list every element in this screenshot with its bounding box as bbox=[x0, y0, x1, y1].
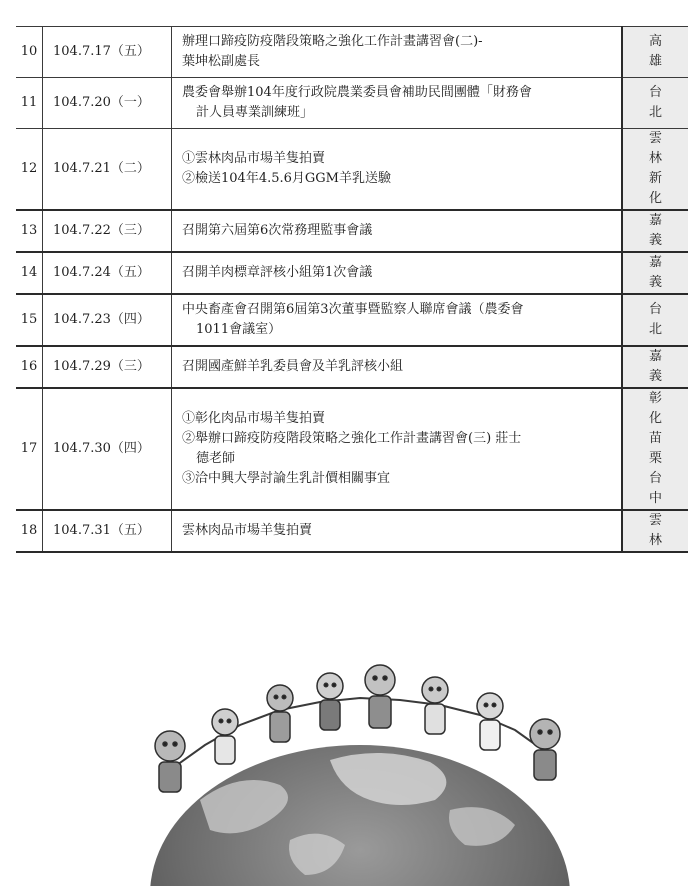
event-line: 德老師 bbox=[196, 451, 236, 466]
globe-icon bbox=[150, 745, 570, 886]
event-line: 1011會議室） bbox=[196, 322, 282, 337]
row-number: 12 bbox=[16, 129, 43, 211]
children-around-globe-illustration bbox=[130, 650, 590, 886]
event-description bbox=[172, 510, 623, 552]
event-description bbox=[172, 129, 623, 211]
schedule-row bbox=[16, 210, 688, 252]
event-line: 葉坤松副處長 bbox=[182, 54, 261, 69]
event-line: ②舉辦口蹄疫防疫階段策略之強化工作計畫講習會(三) 莊士 bbox=[182, 431, 522, 446]
child-2 bbox=[212, 709, 238, 764]
child-8 bbox=[530, 719, 560, 780]
event-description bbox=[172, 78, 623, 129]
location-line: 雲 林 bbox=[648, 131, 671, 166]
row-number: 16 bbox=[16, 346, 43, 388]
row-number: 18 bbox=[16, 510, 43, 552]
event-location bbox=[622, 346, 688, 388]
event-line: 農委會舉辦104年度行政院農業委員會補助民間團體「財務會 bbox=[182, 85, 532, 100]
event-location bbox=[622, 294, 688, 346]
child-7 bbox=[477, 693, 503, 750]
event-description bbox=[172, 346, 623, 388]
event-date: 104.7.23（四） bbox=[43, 294, 172, 346]
event-description bbox=[172, 252, 623, 294]
location-line: 雲 林 bbox=[648, 513, 671, 548]
event-line: ③洽中興大學討論生乳計價相關事宜 bbox=[182, 471, 391, 486]
event-description bbox=[172, 294, 623, 346]
location-line: 高 雄 bbox=[648, 34, 671, 69]
row-number: 17 bbox=[16, 388, 43, 510]
row-number: 14 bbox=[16, 252, 43, 294]
event-location bbox=[622, 252, 688, 294]
location-line: 台 北 bbox=[648, 85, 671, 120]
event-line: ①彰化肉品市場羊隻拍賣 bbox=[182, 411, 326, 426]
event-location bbox=[622, 388, 688, 510]
event-line: 計人員專業訓練班」 bbox=[196, 105, 314, 120]
event-date: 104.7.17（五） bbox=[43, 27, 172, 78]
event-description bbox=[172, 27, 623, 78]
event-date: 104.7.29（三） bbox=[43, 346, 172, 388]
event-location bbox=[622, 78, 688, 129]
location-line: 台 北 bbox=[648, 302, 671, 337]
event-date: 104.7.31（五） bbox=[43, 510, 172, 552]
location-line: 嘉 義 bbox=[648, 213, 671, 248]
location-line: 台 中 bbox=[648, 471, 671, 506]
activity-schedule-table bbox=[16, 26, 688, 553]
schedule-row bbox=[16, 78, 688, 129]
event-line: 中央畜產會召開第6屆第3次董事暨監察人聯席會議（農委會 bbox=[182, 302, 524, 317]
schedule-row bbox=[16, 388, 688, 510]
event-date: 104.7.24（五） bbox=[43, 252, 172, 294]
event-line: 召開國產鮮羊乳委員會及羊乳評核小組 bbox=[182, 359, 404, 374]
event-location bbox=[622, 210, 688, 252]
event-date: 104.7.21（二） bbox=[43, 129, 172, 211]
schedule-row bbox=[16, 294, 688, 346]
child-4 bbox=[317, 673, 343, 730]
event-line: ①雲林肉品市場羊隻拍賣 bbox=[182, 151, 326, 166]
child-6 bbox=[422, 677, 448, 734]
schedule-row bbox=[16, 129, 688, 211]
location-line: 嘉 義 bbox=[648, 349, 671, 384]
schedule-row bbox=[16, 252, 688, 294]
location-line: 嘉 義 bbox=[648, 255, 671, 290]
event-line: 辦理口蹄疫防疫階段策略之強化工作計畫講習會(二)- bbox=[182, 34, 483, 49]
row-number: 13 bbox=[16, 210, 43, 252]
schedule-row bbox=[16, 346, 688, 388]
event-line: 召開羊肉標章評核小組第1次會議 bbox=[182, 265, 373, 280]
child-5 bbox=[365, 665, 395, 728]
schedule-row bbox=[16, 27, 688, 78]
event-description bbox=[172, 388, 623, 510]
event-line: ②檢送104年4.5.6月GGM羊乳送驗 bbox=[182, 171, 391, 186]
event-date: 104.7.30（四） bbox=[43, 388, 172, 510]
event-line: 召開第六屆第6次常務理監事會議 bbox=[182, 223, 373, 238]
event-date: 104.7.22（三） bbox=[43, 210, 172, 252]
row-number: 15 bbox=[16, 294, 43, 346]
event-location bbox=[622, 27, 688, 78]
event-location bbox=[622, 129, 688, 211]
location-line: 新 化 bbox=[648, 171, 671, 206]
child-3 bbox=[267, 685, 293, 742]
event-date: 104.7.20（一） bbox=[43, 78, 172, 129]
event-location bbox=[622, 510, 688, 552]
schedule-row bbox=[16, 510, 688, 552]
location-line: 彰 化 bbox=[648, 391, 671, 426]
event-line: 雲林肉品市場羊隻拍賣 bbox=[182, 523, 313, 538]
location-line: 苗 栗 bbox=[648, 431, 671, 466]
event-description bbox=[172, 210, 623, 252]
row-number: 10 bbox=[16, 27, 43, 78]
row-number: 11 bbox=[16, 78, 43, 129]
